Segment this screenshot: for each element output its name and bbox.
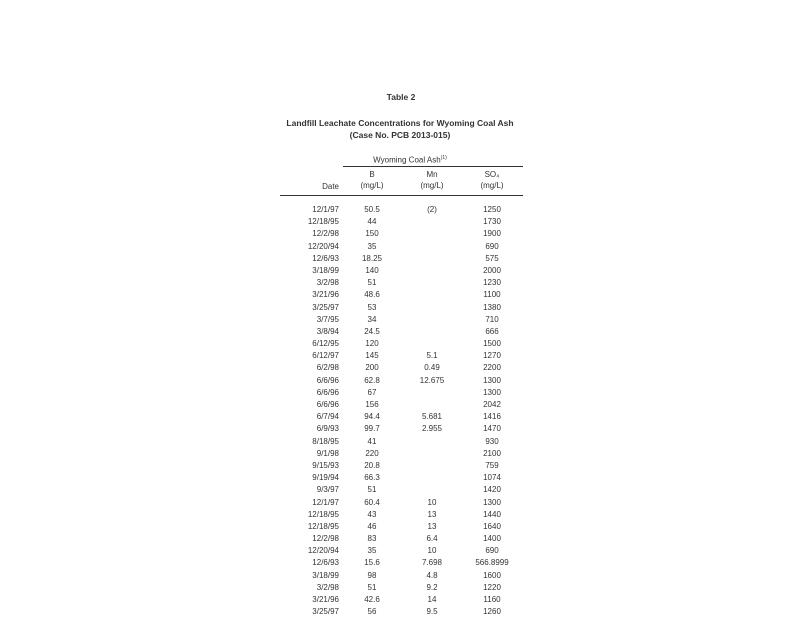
cell-date: 6/2/98	[316, 363, 339, 373]
cell-b: 83	[367, 534, 377, 544]
table-row	[0, 595, 800, 607]
cell-so4: 1420	[483, 485, 501, 495]
table-row	[0, 388, 800, 400]
cell-so4: 1300	[483, 387, 501, 397]
column-header-date-label: Date	[322, 182, 339, 191]
cell-mn: 9.2	[426, 582, 438, 592]
cell-date: 12/2/98	[312, 534, 339, 544]
cell-b: 94.4	[364, 412, 380, 422]
cell-so4: 566.8999	[475, 558, 509, 568]
title-line-2: (Case No. PCB 2013-015)	[349, 130, 451, 140]
cell-b: 60.4	[364, 497, 380, 507]
cell-b: 66.3	[364, 473, 380, 483]
cell-so4: 1300	[483, 497, 501, 507]
cell-so4: 1100	[483, 290, 501, 300]
cell-b: 42.6	[364, 595, 380, 604]
cell-so4: 1270	[483, 351, 501, 361]
table-row	[0, 498, 800, 510]
cell-b: 35	[367, 241, 377, 251]
column-header-mn-unit: (mg/L)	[420, 181, 444, 190]
table-row	[0, 278, 800, 290]
table-row	[0, 400, 800, 412]
table-row	[0, 339, 800, 351]
cell-so4: 1260	[483, 607, 501, 617]
cell-date: 9/3/97	[316, 485, 339, 495]
table-number: Table 2	[386, 92, 416, 102]
cell-b: 44	[367, 217, 377, 227]
cell-date: 6/6/96	[316, 375, 339, 385]
cell-date: 6/6/96	[316, 400, 339, 409]
cell-date: 3/18/99	[312, 570, 339, 580]
cell-mn: 13	[427, 521, 437, 531]
table-row	[0, 607, 800, 619]
cell-b: 18.25	[361, 253, 383, 263]
header-rule	[280, 195, 523, 196]
cell-date: 6/9/93	[316, 424, 339, 434]
cell-mn: 13	[427, 509, 437, 519]
cell-mn: 10	[427, 546, 437, 556]
cell-so4: 1500	[483, 339, 501, 349]
cell-date: 12/18/95	[307, 217, 339, 227]
group-header-footnote: (1)	[440, 155, 447, 161]
table-row	[0, 229, 800, 241]
table-row	[0, 583, 800, 595]
cell-mn: 14	[427, 595, 437, 604]
cell-b: 43	[367, 509, 377, 519]
column-header-mn	[402, 170, 462, 190]
table-row	[0, 303, 800, 315]
table-row	[0, 351, 800, 363]
cell-date: 6/12/95	[312, 339, 339, 349]
group-header	[360, 155, 460, 165]
cell-date: 3/2/98	[316, 582, 339, 592]
cell-b: 220	[365, 448, 379, 458]
cell-b: 99.7	[364, 424, 380, 434]
cell-date: 3/21/96	[312, 290, 339, 300]
cell-mn: (2)	[427, 205, 437, 214]
cell-mn: 4.8	[426, 570, 438, 580]
cell-date: 3/25/97	[312, 302, 339, 312]
table-row	[0, 534, 800, 546]
group-header-rule	[343, 166, 523, 167]
cell-b: 67	[367, 387, 377, 397]
cell-mn: 10	[427, 497, 437, 507]
table-row	[0, 437, 800, 449]
cell-so4: 1400	[483, 534, 501, 544]
cell-b: 120	[365, 339, 379, 349]
table-title	[0, 117, 800, 141]
table-row	[0, 315, 800, 327]
column-header-b-unit: (mg/L)	[360, 181, 384, 190]
cell-so4: 1300	[483, 375, 501, 385]
cell-so4: 1900	[483, 229, 501, 239]
table-row	[0, 510, 800, 522]
cell-so4: 1730	[483, 217, 501, 227]
cell-date: 12/20/94	[307, 241, 339, 251]
table-row	[0, 546, 800, 558]
cell-so4: 690	[485, 546, 499, 556]
table-row	[0, 412, 800, 424]
cell-date: 12/18/95	[307, 509, 339, 519]
cell-mn: 0.49	[424, 363, 440, 373]
cell-so4: 1600	[483, 570, 501, 580]
cell-b: 98	[367, 570, 377, 580]
cell-so4: 1470	[483, 424, 501, 434]
column-header-so4-unit: (mg/L)	[480, 181, 504, 190]
cell-so4: 930	[485, 436, 499, 446]
cell-so4: 2100	[483, 448, 501, 458]
cell-b: 140	[365, 265, 379, 275]
cell-b: 15.6	[364, 558, 380, 568]
cell-date: 12/1/97	[312, 497, 339, 507]
column-header-date	[279, 182, 339, 191]
cell-so4: 1250	[483, 205, 501, 214]
cell-b: 50.5	[364, 205, 380, 214]
cell-so4: 1416	[483, 412, 501, 422]
cell-b: 56	[367, 607, 377, 617]
cell-b: 41	[367, 436, 377, 446]
cell-date: 6/6/96	[316, 387, 339, 397]
table-row	[0, 461, 800, 473]
table-body	[0, 205, 800, 619]
cell-date: 9/15/93	[312, 460, 339, 470]
cell-so4: 1640	[483, 521, 501, 531]
cell-date: 12/20/94	[307, 546, 339, 556]
cell-date: 9/1/98	[316, 448, 339, 458]
table-row	[0, 522, 800, 534]
table-row	[0, 558, 800, 570]
table-row	[0, 424, 800, 436]
column-header-so4	[462, 170, 522, 190]
table-row	[0, 363, 800, 375]
cell-so4: 2200	[483, 363, 501, 373]
cell-b: 35	[367, 546, 377, 556]
table-row	[0, 571, 800, 583]
cell-so4: 1230	[483, 278, 501, 288]
table-row	[0, 449, 800, 461]
cell-b: 62.8	[364, 375, 380, 385]
cell-date: 12/6/93	[312, 558, 339, 568]
cell-so4: 666	[485, 326, 499, 336]
cell-mn: 5.681	[421, 412, 443, 422]
cell-date: 3/18/99	[312, 265, 339, 275]
title-line-1: Landfill Leachate Concentrations for Wyoming Coal Ash	[286, 118, 514, 128]
cell-so4: 710	[485, 314, 499, 324]
cell-mn: 6.4	[426, 534, 438, 544]
cell-date: 3/7/95	[316, 314, 339, 324]
cell-date: 3/21/96	[312, 595, 339, 604]
cell-date: 12/2/98	[312, 229, 339, 239]
cell-date: 6/7/94	[316, 412, 339, 422]
column-header-b	[342, 170, 402, 190]
table-row	[0, 205, 800, 217]
cell-mn: 7.698	[421, 558, 443, 568]
cell-b: 34	[367, 314, 377, 324]
cell-so4: 1160	[483, 595, 501, 604]
cell-date: 6/12/97	[312, 351, 339, 361]
table-row	[0, 473, 800, 485]
column-header-so4-label: SO₄	[484, 170, 500, 179]
cell-date: 9/19/94	[312, 473, 339, 483]
column-header-mn-label: Mn	[426, 170, 438, 179]
cell-b: 24.5	[364, 326, 380, 336]
cell-so4: 759	[485, 460, 499, 470]
cell-date: 8/18/95	[312, 436, 339, 446]
cell-so4: 1380	[483, 302, 501, 312]
cell-so4: 1440	[483, 509, 501, 519]
cell-b: 51	[367, 278, 377, 288]
table-row	[0, 376, 800, 388]
cell-so4: 1074	[483, 473, 501, 483]
cell-date: 12/18/95	[307, 521, 339, 531]
cell-b: 51	[367, 582, 377, 592]
cell-so4: 1220	[483, 582, 501, 592]
group-header-label: Wyoming Coal Ash	[373, 155, 441, 165]
cell-mn: 12.675	[419, 375, 445, 385]
cell-b: 51	[367, 485, 377, 495]
cell-date: 12/6/93	[312, 253, 339, 263]
cell-so4: 690	[485, 241, 499, 251]
table-row	[0, 327, 800, 339]
cell-so4: 2042	[483, 400, 501, 409]
cell-date: 3/2/98	[316, 278, 339, 288]
column-header-b-label: B	[369, 170, 375, 179]
cell-date: 3/8/94	[316, 326, 339, 336]
table-row	[0, 217, 800, 229]
cell-date: 3/25/97	[312, 607, 339, 617]
table-row	[0, 254, 800, 266]
cell-b: 145	[365, 351, 379, 361]
cell-b: 200	[365, 363, 379, 373]
cell-b: 156	[365, 400, 379, 409]
cell-b: 48.6	[364, 290, 380, 300]
cell-b: 150	[365, 229, 379, 239]
table-row	[0, 290, 800, 302]
cell-b: 20.8	[364, 460, 380, 470]
cell-date: 12/1/97	[312, 205, 339, 214]
cell-mn: 5.1	[426, 351, 438, 361]
table-row	[0, 266, 800, 278]
cell-mn: 9.5	[426, 607, 438, 617]
cell-b: 53	[367, 302, 377, 312]
cell-mn: 2.955	[421, 424, 443, 434]
table-row	[0, 485, 800, 497]
cell-so4: 2000	[483, 265, 501, 275]
cell-so4: 575	[485, 253, 499, 263]
table-row	[0, 242, 800, 254]
cell-b: 46	[367, 521, 377, 531]
